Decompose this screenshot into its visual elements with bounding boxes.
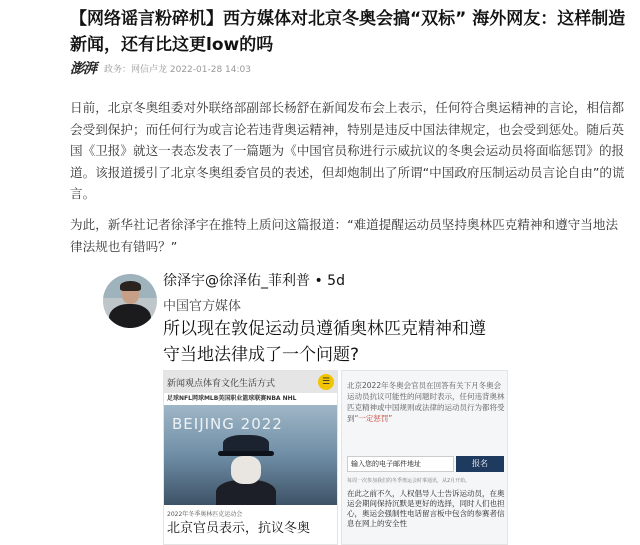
guardian-nav-title: 新闻观点体育文化生活方式 xyxy=(167,378,276,389)
tweet-text: 所以现在敦促运动员遵循奥林匹克精神和遵守当地法律成了一个问题? xyxy=(163,319,486,365)
embedded-tweet-screenshot xyxy=(103,270,523,545)
avatar xyxy=(103,274,157,328)
article-headline: 【网络谣言粉碎机】西方媒体对北京冬奥会搞“双标” 海外网友：这样制造新闻，还有比这更low的吗 xyxy=(70,9,626,55)
source-and-time: 政务：网信卢龙 2022-01-28 14:03 xyxy=(104,64,251,75)
article-paragraph-2: 为此，新华社记者徐泽宇在推特上质问这篇报道：“难道提醒运动员坚持奥林匹克精神和遵守当地法律法规也有错吗？” xyxy=(70,217,619,254)
guardian-nav-bar xyxy=(164,371,337,393)
tweet-media xyxy=(163,370,508,545)
signup-button[interactable]: 报名 xyxy=(456,456,504,472)
article-meta xyxy=(70,59,251,77)
beijing-2022-backdrop-text: BEIJING 2022 xyxy=(172,415,283,433)
email-field[interactable]: 输入您的电子邮件地址 xyxy=(347,456,454,472)
news-photo xyxy=(164,405,338,505)
menu-icon: ☰ xyxy=(318,374,334,390)
article-title-in-screenshot: 北京官员表示，抗议冬奥 xyxy=(167,521,311,536)
state-media-label: 中国官方媒体 xyxy=(163,299,242,314)
photo-caption: 2022年冬季奥林匹克运动会 xyxy=(167,511,243,518)
media-right-screenshot xyxy=(341,370,508,545)
tweet-author: 徐泽宇@徐泽佑_菲利普 • 5d xyxy=(163,273,345,289)
punishment-quote: “一定惩罚” xyxy=(354,414,393,423)
media-left-screenshot xyxy=(163,370,338,545)
masked-officer-figure xyxy=(216,435,276,505)
newsletter-note: 每周一次参加我们的冬季奥运会时事通讯，从2月开始。 xyxy=(347,478,471,484)
guardian-subnav: 足球NFL网球MLB美国职业篮球联赛NBA NHL xyxy=(167,395,297,402)
article-excerpt-bottom: 在此之前不久，人权倡导人士告诉运动员，在奥运会期间保持沉默是更好的选择，同时人们也担心，奥运会强制性电话留言板中包含的参赛者信息在网上的安全性 xyxy=(347,489,505,528)
article-paragraph-1: 日前，北京冬奥组委对外联络部副部长杨舒在新闻发布会上表示，任何符合奥运精神的言论，相信都会受到保护；而任何行为或言论若违背奥运精神，特别是违反中国法律规定，也会受到惩处。随后英国《卫报》就这一表态发表了一篇题为《中国官员称进行示威抗议的冬奥会运动员将面临惩罚》的报道。该报道援引了北京冬奥组委官员的表述，但却炮制出了所谓“中国政府压制运动员言论自由”的谎言。 xyxy=(70,100,625,201)
publisher-logo[interactable]: 澎湃 xyxy=(70,61,96,77)
article-excerpt-top: 北京2022年冬奥会官员在回答有关下月冬奥会运动员抗议可能性的问题时表示，任何违背奥林匹克精神或中国规则或法律的运动员行为都将受到“一定惩罚” xyxy=(347,381,505,423)
